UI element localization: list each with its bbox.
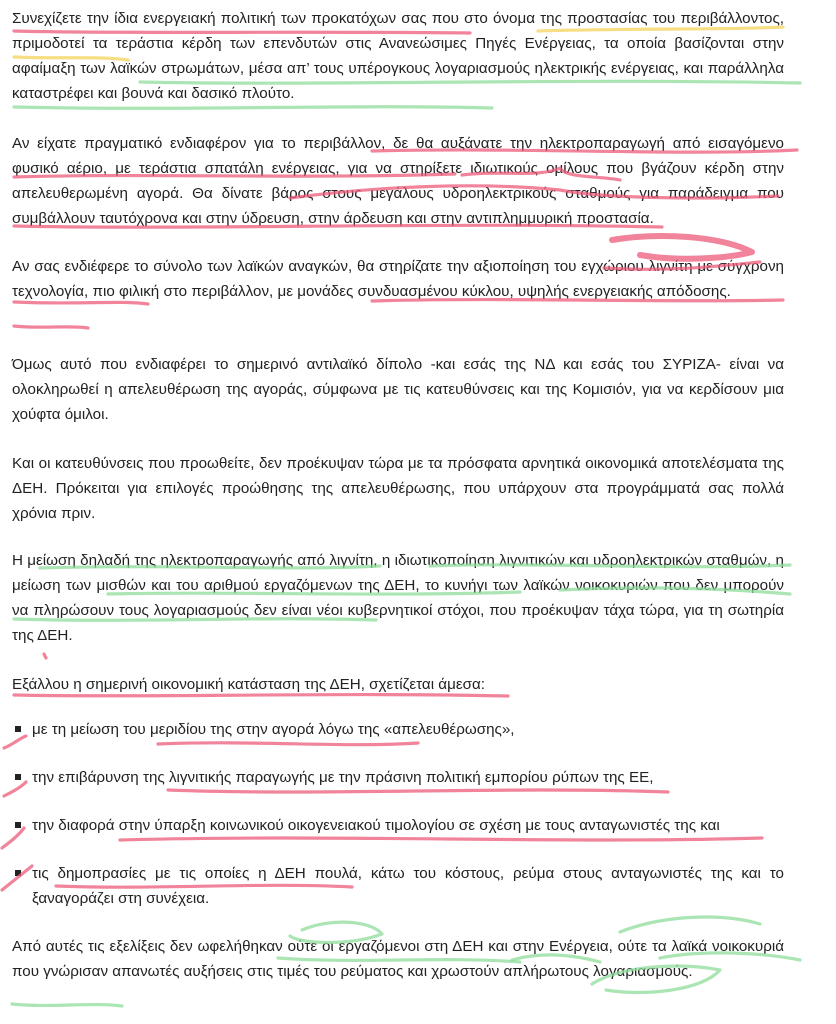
underline-stroke	[14, 326, 88, 328]
paragraph-7: Εξάλλου η σημερινή οικονομική κατάσταση της ΔΕΗ, σχετίζεται άμεσα:	[12, 676, 485, 693]
bullet-icon	[15, 774, 21, 780]
list-item	[12, 765, 784, 790]
paragraph-3: Αν σας ενδιέφερε το σύνολο των λαϊκών αναγκών, θα στηρίζατε την αξιοποίηση του εγχώριου λιγνίτη με σύγχρονη τεχνολογία, πιο φιλική στο περιβάλλον, με μονάδες συνδυασμένου κύκλου, υψηλής ενεργειακής απόδοσης.	[12, 258, 784, 300]
list-item	[12, 717, 784, 742]
highlight-stroke	[620, 917, 760, 932]
bullet-text: τις δημοπρασίες με τις οποίες η ΔΕΗ πουλά, κάτω του κόστους, ρεύμα στους ανταγωνιστές της και το ξαναγοράζει στη συνέχεια.	[32, 865, 784, 907]
highlight-stroke	[14, 107, 492, 109]
list-item	[12, 861, 784, 911]
bullet-text: την διαφορά στην ύπαρξη κοινωνικού οικογενειακού τιμολογίου σε σχέση με τους ανταγωνιστές της και	[32, 817, 720, 834]
underline-stroke	[44, 654, 46, 658]
highlight-stroke	[12, 1004, 122, 1006]
bullet-list	[12, 717, 784, 911]
bullet-text: με τη μείωση του μεριδίου της στην αγορά λόγω της «απελευθέρωσης»,	[32, 721, 515, 738]
paragraph-4: Όμως αυτό που ενδιαφέρει το σημερινό αντιλαϊκό δίπολο -και εσάς της ΝΔ και εσάς του ΣΥΡΙΖΑ- είναι να ολοκληρωθεί η απελευθέρωση της αγοράς, σύμφωνα με τις κατευθύνσεις και της Κομισιόν, για να κερδίσουν μια χούφτα όμιλοι.	[12, 356, 784, 423]
paragraph-2: Αν είχατε πραγματικό ενδιαφέρον για το περιβάλλον, δε θα αυξάνατε την ηλεκτροπαραγωγή από εισαγόμενο φυσικό αέριο, με τεράστια σπατάλη ενέργειας, για να στηρίξετε ιδιωτικούς ομίλους που βγάζουν κέρδη στην απελευθερωμένη αγορά. Θα δίνατε βάρος στους μεγάλους υδροηλεκτρικούς σταθμούς για παράδειγμα που συμβάλλουν ταυτόχρονα και στην ύδρευση, στην άρδευση και στην αντιπλημμυρική προστασία.	[12, 135, 784, 227]
paragraph-8: Από αυτές τις εξελίξεις δεν ωφελήθηκαν ούτε οι εργαζόμενοι στη ΔΕΗ και στην Ενέργεια, ούτε τα λαϊκά νοικοκυριά που γνώρισαν απανωτές αυξήσεις στις τιμές του ρεύματος και χρωστούν απλήρωτους λογαριασμούς.	[12, 938, 784, 980]
bullet-icon	[15, 726, 21, 732]
paragraph-5: Και οι κατευθύνσεις που προωθείτε, δεν προέκυψαν τώρα με τα πρόσφατα αρνητικά οικονομικά αποτελέσματα της ΔΕΗ. Πρόκειται για επιλογές προώθησης της απελευθέρωσης, που υπάρχουν στα προγράμματά σας πολλά χρόνια πριν.	[12, 455, 784, 522]
paragraph-1: Συνεχίζετε την ίδια ενεργειακή πολιτική των προκατόχων σας που στο όνομα της προστασίας του περιβάλλοντος, πριμοδοτεί τα τεράστια κέρδη των επενδυτών στις Ανανεώσιμες Πηγές Ενέργειας, τα οποία βασίζονται στην αφαίμαξη των λαϊκών στρωμάτων, μέσα απ’ τους υπέρογκους λογαριασμούς ηλεκτρικής ενέργειας, και παράλληλα καταστρέφει και βουνά και δασικό πλούτο.	[12, 10, 784, 102]
bullet-icon	[15, 870, 21, 876]
list-item	[12, 813, 784, 838]
bullet-text: την επιβάρυνση της λιγνιτικής παραγωγής με την πράσινη πολιτική εμπορίου ρύπων της ΕΕ,	[32, 769, 654, 786]
bullet-icon	[15, 822, 21, 828]
paragraph-6: Η μείωση δηλαδή της ηλεκτροπαραγωγής από λιγνίτη, η ιδιωτικοποίηση λιγνιτικών και υδροηλεκτρικών σταθμών, η μείωση των μισθών και του αριθμού εργαζόμενων της ΔΕΗ, το κυνήγι των λαϊκών νοικοκυριών που δεν μπορούν να πληρώσουν τους λογαριασμούς δεν είναι νέοι κυβερνητικοί στόχοι, που προέκυψαν τάχα τώρα, για τη σωτηρία της ΔΕΗ.	[12, 552, 784, 644]
